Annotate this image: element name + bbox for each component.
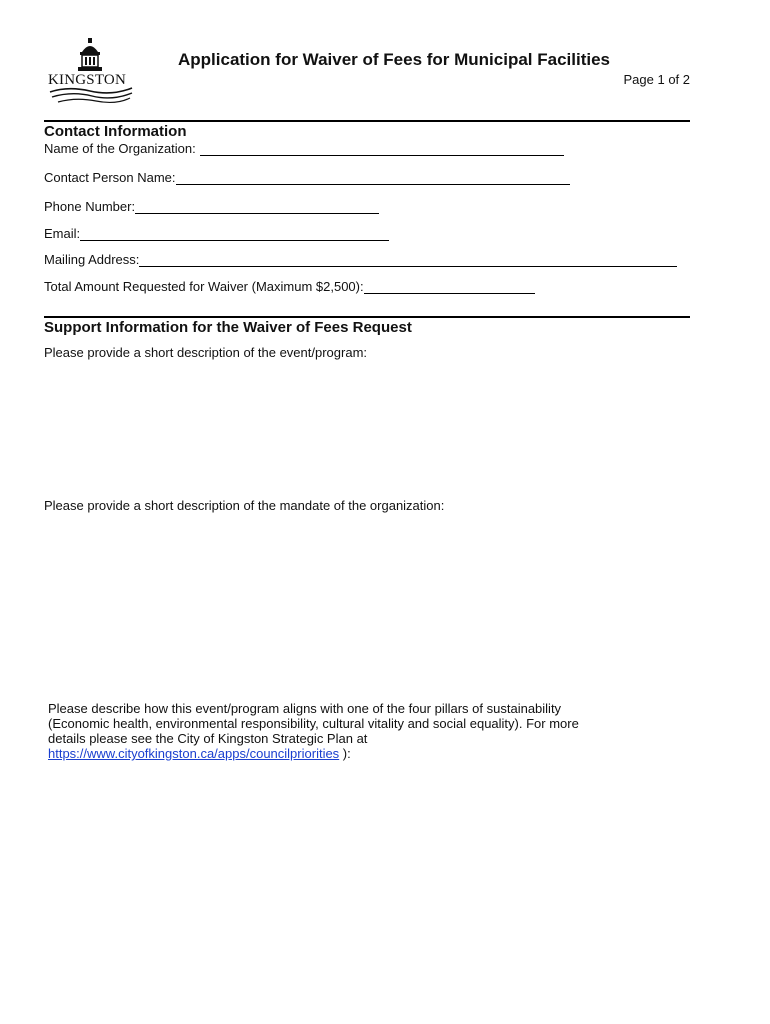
pillars-text-line: Please describe how this event/program aligns with one of the four pillars of sustainability xyxy=(48,701,562,716)
contact-section-title: Contact Information xyxy=(44,123,187,140)
contact-person-row xyxy=(44,170,570,185)
amount-row xyxy=(44,279,535,294)
section-divider xyxy=(44,120,690,122)
pillars-prompt xyxy=(48,701,708,761)
council-priorities-link[interactable]: https://www.cityofkingston.ca/apps/councilpriorities xyxy=(48,746,340,761)
contact-person-label: Contact Person Name: xyxy=(44,170,176,185)
logo-text: KINGSTON xyxy=(48,72,126,88)
mailing-address-field[interactable] xyxy=(139,252,677,267)
kingston-logo xyxy=(44,36,136,104)
mandate-description-area[interactable] xyxy=(44,518,690,688)
contact-person-field[interactable] xyxy=(176,170,570,185)
email-row xyxy=(44,226,389,241)
phone-label: Phone Number: xyxy=(44,199,136,214)
page-number: Page 1 of 2 xyxy=(623,72,690,87)
section-divider xyxy=(44,316,690,318)
link-suffix: ): xyxy=(339,746,351,761)
pillars-text-line: (Economic health, environmental responsibility, cultural vitality and social equality). For more xyxy=(48,716,579,731)
phone-field[interactable] xyxy=(135,199,379,214)
email-label: Email: xyxy=(44,226,81,241)
amount-field[interactable] xyxy=(364,279,535,294)
event-description-prompt: Please provide a short description of the event/program: xyxy=(44,345,368,360)
support-section-title: Support Information for the Waiver of Fees Request xyxy=(44,319,412,336)
pillars-link-line xyxy=(48,746,708,761)
pillars-text-line: details please see the City of Kingston Strategic Plan at xyxy=(48,731,368,746)
event-description-area[interactable] xyxy=(44,364,690,492)
mailing-address-label: Mailing Address: xyxy=(44,252,140,267)
org-name-field[interactable] xyxy=(200,141,564,156)
city-hall-dome-icon xyxy=(44,36,136,104)
amount-label: Total Amount Requested for Waiver (Maximum $2,500): xyxy=(44,279,364,294)
org-name-row xyxy=(44,141,564,156)
phone-row xyxy=(44,199,379,214)
mailing-address-row xyxy=(44,252,677,267)
org-name-label: Name of the Organization: xyxy=(44,141,196,156)
pillars-description-area[interactable] xyxy=(44,764,690,984)
email-field[interactable] xyxy=(80,226,389,241)
document-title: Application for Waiver of Fees for Municipal Facilities xyxy=(178,50,610,69)
mandate-description-prompt: Please provide a short description of the mandate of the organization: xyxy=(44,498,445,513)
